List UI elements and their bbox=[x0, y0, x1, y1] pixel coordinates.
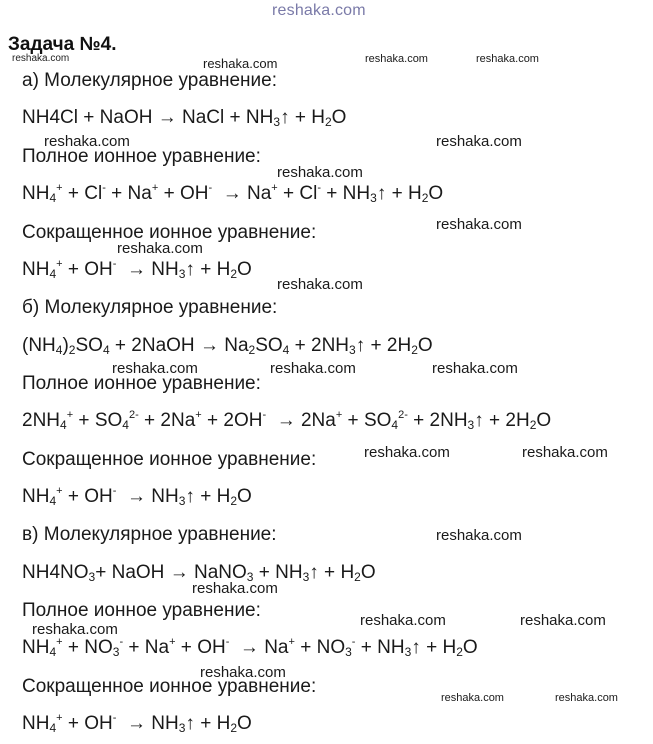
watermark: reshaka.com bbox=[360, 612, 446, 629]
watermark: reshaka.com bbox=[200, 664, 286, 681]
label-v-full-ionic: Полное ионное уравнение: bbox=[22, 600, 261, 621]
label-b-molecular: б) Молекулярное уравнение: bbox=[22, 297, 278, 318]
watermark: reshaka.com bbox=[436, 216, 522, 233]
title-watermark: reshaka.com bbox=[12, 53, 70, 64]
watermark: reshaka.com bbox=[522, 444, 608, 461]
equation-v-full-ionic: $NH_4^+ + NO_3^- + Na^+ + OH^- \to Na^+ + NO_3^-$ + $NH_3↑ + H_2O$ bbox=[22, 636, 478, 659]
equation-b-full-ionic: $2NH_4^+ + SO_4^{2-} + 2Na^+ + 2OH^- \to 2Na^+ + SO_4^{2-}$ + $2NH_3↑ + 2H_2O$ bbox=[22, 409, 552, 432]
equation-b-molecular: $(NH_4)_2SO_4$ + 2NaOH → $Na_2SO_4$ + $2NH_3↑ + 2H_2O$ bbox=[22, 335, 433, 357]
equation-v-short-ionic: $NH_4^+ + OH^-$ → $NH_3↑ + H_2O$ bbox=[22, 712, 252, 735]
watermark: reshaka.com bbox=[192, 580, 278, 597]
problem-title: Задача №4. bbox=[8, 34, 117, 55]
label-b-full-ionic: Полное ионное уравнение: bbox=[22, 373, 261, 394]
watermark: reshaka.com bbox=[520, 612, 606, 629]
equation-a-full-ionic: $NH_4^+ + Cl^- + Na^+ + OH^- \to Na^+ + Cl^-$ + $NH_3↑ + H_2O$ bbox=[22, 182, 444, 205]
watermark: reshaka.com bbox=[436, 133, 522, 150]
equation-v-molecular: $NH4NO_3+$ NaOH → NaNO$_3$ + $NH_3↑ + H_2O$ bbox=[22, 562, 376, 584]
equation-b-short-ionic: $NH_4^+ + OH^-$ → $NH_3↑ + H_2O$ bbox=[22, 485, 252, 508]
label-v-short-ionic: Сокращенное ионное уравнение: bbox=[22, 676, 317, 697]
label-v-molecular: в) Молекулярное уравнение: bbox=[22, 524, 277, 545]
watermark: reshaka.com bbox=[44, 133, 130, 150]
watermark: reshaka.com bbox=[441, 692, 504, 704]
label-a-short-ionic: Сокращенное ионное уравнение: bbox=[22, 222, 317, 243]
label-b-short-ionic: Сокращенное ионное уравнение: bbox=[22, 449, 317, 470]
watermark: reshaka.com bbox=[555, 692, 618, 704]
watermark: reshaka.com bbox=[32, 621, 118, 638]
watermark: reshaka.com bbox=[432, 360, 518, 377]
label-a-molecular: а) Молекулярное уравнение: bbox=[22, 70, 277, 91]
watermark: reshaka.com bbox=[364, 444, 450, 461]
watermark: reshaka.com bbox=[270, 360, 356, 377]
watermark: reshaka.com bbox=[476, 53, 539, 65]
watermark: reshaka.com bbox=[277, 164, 363, 181]
label-a-full-ionic: Полное ионное уравнение: bbox=[22, 146, 261, 167]
watermark: reshaka.com bbox=[112, 360, 198, 377]
watermark: reshaka.com bbox=[365, 53, 428, 65]
watermark: reshaka.com bbox=[436, 527, 522, 544]
equation-a-short-ionic: $NH_4^+ + OH^-$ → $NH_3↑ + H_2O$ bbox=[22, 258, 252, 281]
watermark: reshaka.com bbox=[117, 240, 203, 257]
site-watermark: reshaka.com bbox=[272, 2, 366, 19]
watermark: reshaka.com bbox=[277, 276, 363, 293]
watermark: reshaka.com bbox=[203, 56, 278, 71]
equation-a-molecular: NH4Cl + NaOH → NaCl + $NH_3↑ + H_2O$ bbox=[22, 107, 347, 129]
